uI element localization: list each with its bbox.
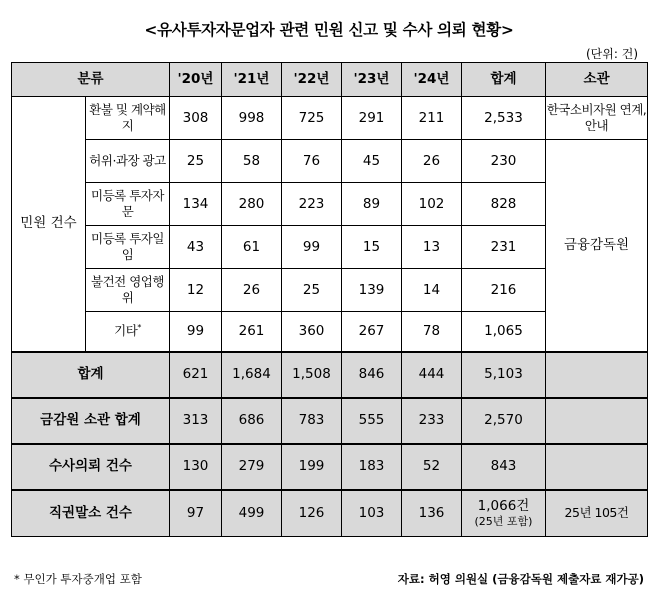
- cell: 26: [402, 140, 462, 183]
- cell: 25: [282, 269, 342, 312]
- row-label: 허위·과장 광고: [86, 140, 170, 183]
- header-2024: '24년: [402, 63, 462, 97]
- cell: 2,533: [462, 97, 546, 140]
- footnote-mark: *: [137, 323, 141, 333]
- cancellation-total-note: (25년 포함): [474, 514, 533, 528]
- cell: [462, 490, 546, 537]
- cell: 280: [222, 183, 282, 226]
- cell: 621: [170, 352, 222, 398]
- cell: 14: [402, 269, 462, 312]
- investigation-label: 수사의뢰 건수: [12, 444, 170, 490]
- cell: 12: [170, 269, 222, 312]
- cell: 1,684: [222, 352, 282, 398]
- cell: 139: [342, 269, 402, 312]
- header-owner: 소관: [546, 63, 648, 97]
- cell: 211: [402, 97, 462, 140]
- cell: 61: [222, 226, 282, 269]
- cell: 126: [282, 490, 342, 537]
- cell: 78: [402, 312, 462, 352]
- cell: 308: [170, 97, 222, 140]
- cell: 136: [402, 490, 462, 537]
- header-2020: '20년: [170, 63, 222, 97]
- cell: 279: [222, 444, 282, 490]
- row-label: 미등록 투자일임: [86, 226, 170, 269]
- source-note: 자료: 허영 의원실 (금융감독원 제출자료 재가공): [397, 572, 644, 586]
- empty-cell: [546, 398, 648, 444]
- cell: 555: [342, 398, 402, 444]
- cell: 499: [222, 490, 282, 537]
- owner-fss: 금융감독원: [546, 140, 648, 352]
- cell: 998: [222, 97, 282, 140]
- cell: 134: [170, 183, 222, 226]
- cell: 26: [222, 269, 282, 312]
- cell: 725: [282, 97, 342, 140]
- cell: 843: [462, 444, 546, 490]
- header-total: 합계: [462, 63, 546, 97]
- row-label: 불건전 영업행위: [86, 269, 170, 312]
- cell: 686: [222, 398, 282, 444]
- cell: 223: [282, 183, 342, 226]
- row-label: 환불 및 계약해지: [86, 97, 170, 140]
- cell: 444: [402, 352, 462, 398]
- row-label: [86, 312, 170, 352]
- cell: 97: [170, 490, 222, 537]
- cell: 783: [282, 398, 342, 444]
- header-category: 분류: [12, 63, 170, 97]
- cell: 43: [170, 226, 222, 269]
- cell: 58: [222, 140, 282, 183]
- cell: 291: [342, 97, 402, 140]
- cell: 199: [282, 444, 342, 490]
- group-label: 민원 건수: [12, 97, 86, 352]
- row-label: 미등록 투자자문: [86, 183, 170, 226]
- cell: 52: [402, 444, 462, 490]
- total-label: 합계: [12, 352, 170, 398]
- cell: 183: [342, 444, 402, 490]
- cell: 233: [402, 398, 462, 444]
- cell: 103: [342, 490, 402, 537]
- cell: 261: [222, 312, 282, 352]
- owner-cell: 한국소비자원 연계, 안내: [546, 97, 648, 140]
- empty-cell: [546, 444, 648, 490]
- cell: 5,103: [462, 352, 546, 398]
- cell: 89: [342, 183, 402, 226]
- complaint-table: [11, 62, 648, 537]
- cell: 13: [402, 226, 462, 269]
- cell: 846: [342, 352, 402, 398]
- cell: 1,508: [282, 352, 342, 398]
- cell: 360: [282, 312, 342, 352]
- cell: 99: [170, 312, 222, 352]
- cell: 267: [342, 312, 402, 352]
- empty-cell: [546, 352, 648, 398]
- row-label-text: 기타: [114, 323, 138, 339]
- table-title: <유사투자자문업자 관련 민원 신고 및 수사 의뢰 현황>: [144, 21, 514, 39]
- cell: 45: [342, 140, 402, 183]
- cancellation-label: 직권말소 건수: [12, 490, 170, 537]
- cell: 313: [170, 398, 222, 444]
- header-2021: '21년: [222, 63, 282, 97]
- cell: 216: [462, 269, 546, 312]
- cell: 25: [170, 140, 222, 183]
- header-2022: '22년: [282, 63, 342, 97]
- footnote: * 무인가 투자중개업 포함: [14, 572, 142, 586]
- cell: 76: [282, 140, 342, 183]
- cell: 2,570: [462, 398, 546, 444]
- unit-label: (단위: 건): [586, 47, 638, 61]
- cell: 130: [170, 444, 222, 490]
- cancellation-total: 1,066건: [477, 497, 530, 514]
- cell: 15: [342, 226, 402, 269]
- cell: 828: [462, 183, 546, 226]
- cell: 102: [402, 183, 462, 226]
- cell: 1,065: [462, 312, 546, 352]
- header-2023: '23년: [342, 63, 402, 97]
- cell: 99: [282, 226, 342, 269]
- fss-total-label: 금감원 소관 합계: [12, 398, 170, 444]
- cell: 231: [462, 226, 546, 269]
- cell: 230: [462, 140, 546, 183]
- cancellation-owner: 25년 105건: [546, 490, 648, 537]
